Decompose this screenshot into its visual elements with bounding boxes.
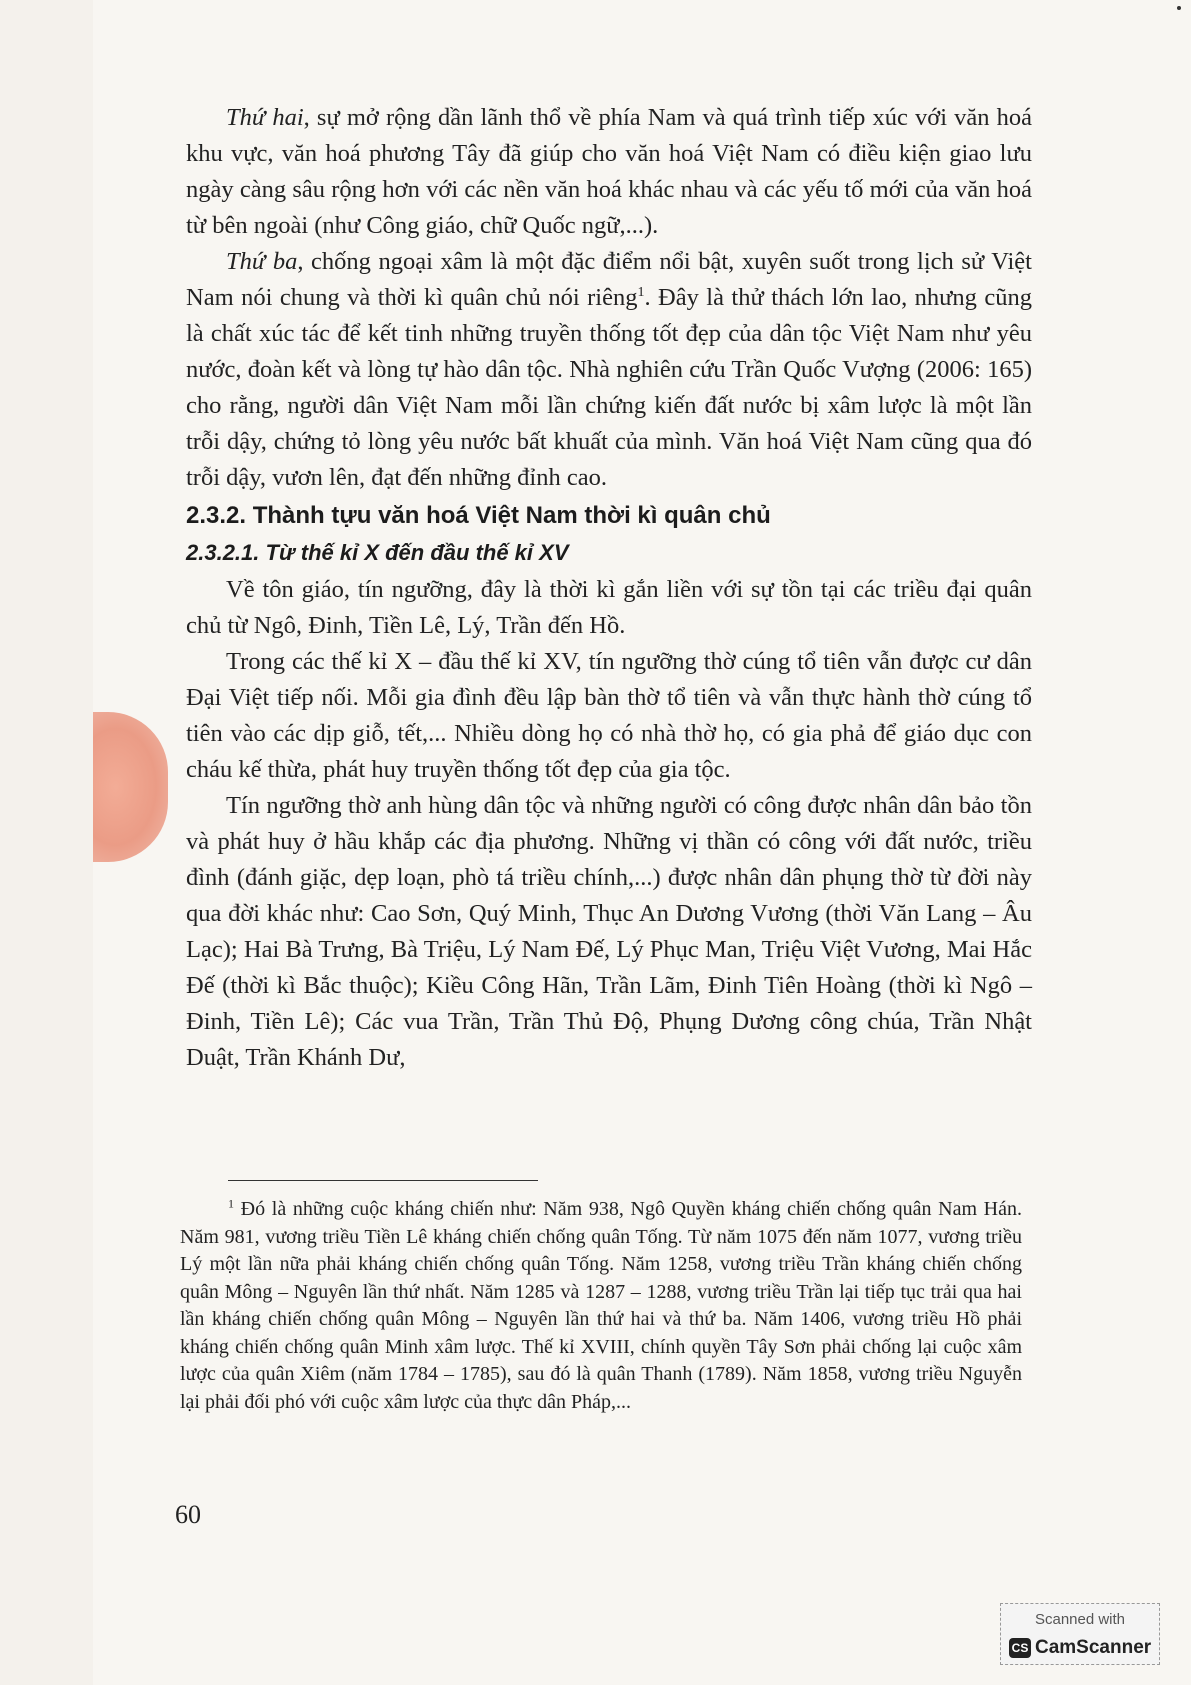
scan-speck — [1177, 6, 1181, 10]
page-body — [186, 100, 1032, 1076]
camscanner-watermark — [1000, 1603, 1160, 1665]
subsection-heading: 2.3.2.1. Từ thế kỉ X đến đầu thế kỉ XV — [186, 540, 569, 565]
footnote-reference[interactable]: 1 — [637, 284, 645, 300]
paragraph-thu-ba — [186, 244, 1032, 496]
page-number: 60 — [175, 1500, 201, 1529]
section-heading: 2.3.2. Thành tựu văn hoá Việt Nam thời kì quân chủ — [186, 502, 771, 529]
paragraph-text: , sự mở rộng dần lãnh thổ về phía Nam và quá trình tiếp xúc với văn hoá khu vực, văn hoá phương Tây đã giúp cho văn hoá Việt Nam có điều kiện giao lưu ngày càng sâu rộng hơn với các nền văn hoá khác nhau và các yếu tố mới của văn hoá từ bên ngoài (như Công giáo, chữ Quốc ngữ,...). — [186, 104, 1033, 239]
footnote-marker: 1 — [228, 1196, 234, 1211]
footnote-divider — [228, 1180, 538, 1181]
watermark-brand: CamScanner — [1035, 1637, 1152, 1658]
footnote-text: Đó là những cuộc kháng chiến như: Năm 938, Ngô Quyền kháng chiến chống quân Nam Hán. Năm 981, vương triều Tiền Lê kháng chiến chống quân Tống. Từ năm 1075 đến năm 1077, vương triều Lý một lần nữa phải kháng chiến chống quân Tống. Năm 1258, vương triều Trần kháng chiến chống quân Mông – Nguyên lần thứ nhất. Năm 1285 và 1287 – 1288, vương triều Trần lại tiếp tục trải qua hai lần kháng chiến chống quân Mông – Nguyên lần thứ hai và thứ ba. Năm 1406, vương triều Hồ phải kháng chiến chống quân Minh xâm lược. Thế kỉ XVIII, chính quyền Tây Sơn phải chống lại cuộc xâm lược của quân Xiêm (năm 1784 – 1785), sau đó là quân Thanh (1789). Năm 1858, vương triều Nguyễn lại phải đối phó với cuộc xâm lược của thực dân Pháp,... — [180, 1198, 1022, 1413]
paragraph-lead: Thứ ba — [226, 248, 298, 275]
paragraph-ton-giao: Về tôn giáo, tín ngưỡng, đây là thời kì gắn liền với sự tồn tại các triều đại quân chủ từ Ngô, Đinh, Tiền Lê, Lý, Trần đến Hồ. — [186, 576, 1032, 639]
paragraph-to-tien: Trong các thế kỉ X – đầu thế kỉ XV, tín ngưỡng thờ cúng tổ tiên vẫn được cư dân Đại Việt tiếp nối. Mỗi gia đình đều lập bàn thờ tổ tiên và vẫn thực hành thờ cúng tổ tiên vào các dịp giỗ, tết,... Nhiều dòng họ có nhà thờ họ, có gia phả để giáo dục con cháu kế thừa, phát huy truyền thống tốt đẹp của gia tộc. — [186, 648, 1032, 783]
paragraph-anh-hung: Tín ngưỡng thờ anh hùng dân tộc và những người có công được nhân dân bảo tồn và phát huy ở hầu khắp các địa phương. Những vị thần có công với đất nước, triều đình (đánh giặc, dẹp loạn, phò tá triều chính,...) được nhân dân phụng thờ từ đời này qua đời khác như: Cao Sơn, Quý Minh, Thục An Dương Vương (thời Văn Lang – Âu Lạc); Hai Bà Trưng, Bà Triệu, Lý Nam Đế, Lý Phục Man, Triệu Việt Vương, Mai Hắc Đế (thời kì Bắc thuộc); Kiều Công Hãn, Trần Lãm, Đinh Tiên Hoàng (thời kì Ngô – Đinh, Tiền Lê); Các vua Trần, Trần Thủ Độ, Phụng Dương công chúa, Trần Nhật Duật, Trần Khánh Dư, — [186, 792, 1032, 1071]
paragraph-lead: Thứ hai — [226, 104, 304, 131]
paragraph-text: . Đây là thử thách lớn lao, nhưng cũng là chất xúc tác để kết tinh những truyền thống tốt đẹp của dân tộc Việt Nam như yêu nước, đoàn kết và lòng tự hào dân tộc. Nhà nghiên cứu Trần Quốc Vượng (2006: 165) cho rằng, người dân Việt Nam mỗi lần chứng kiến đất nước bị xâm lược là một lần trỗi dậy, chứng tỏ lòng yêu nước bất khuất của mình. Văn hoá Việt Nam cũng qua đó trỗi dậy, vươn lên, đạt đến những đỉnh cao. — [186, 284, 1032, 491]
camscanner-icon: CS — [1009, 1638, 1031, 1658]
paragraph-thu-hai — [186, 100, 1032, 244]
watermark-caption: Scanned with — [1034, 1611, 1126, 1628]
footnote — [180, 1196, 1022, 1416]
paragraph-text: , chống ngoại xâm là một đặc điểm nổi bật, xuyên suốt trong lịch sử Việt Nam nói chung và thời kì quân chủ nói riêng — [186, 248, 1032, 311]
